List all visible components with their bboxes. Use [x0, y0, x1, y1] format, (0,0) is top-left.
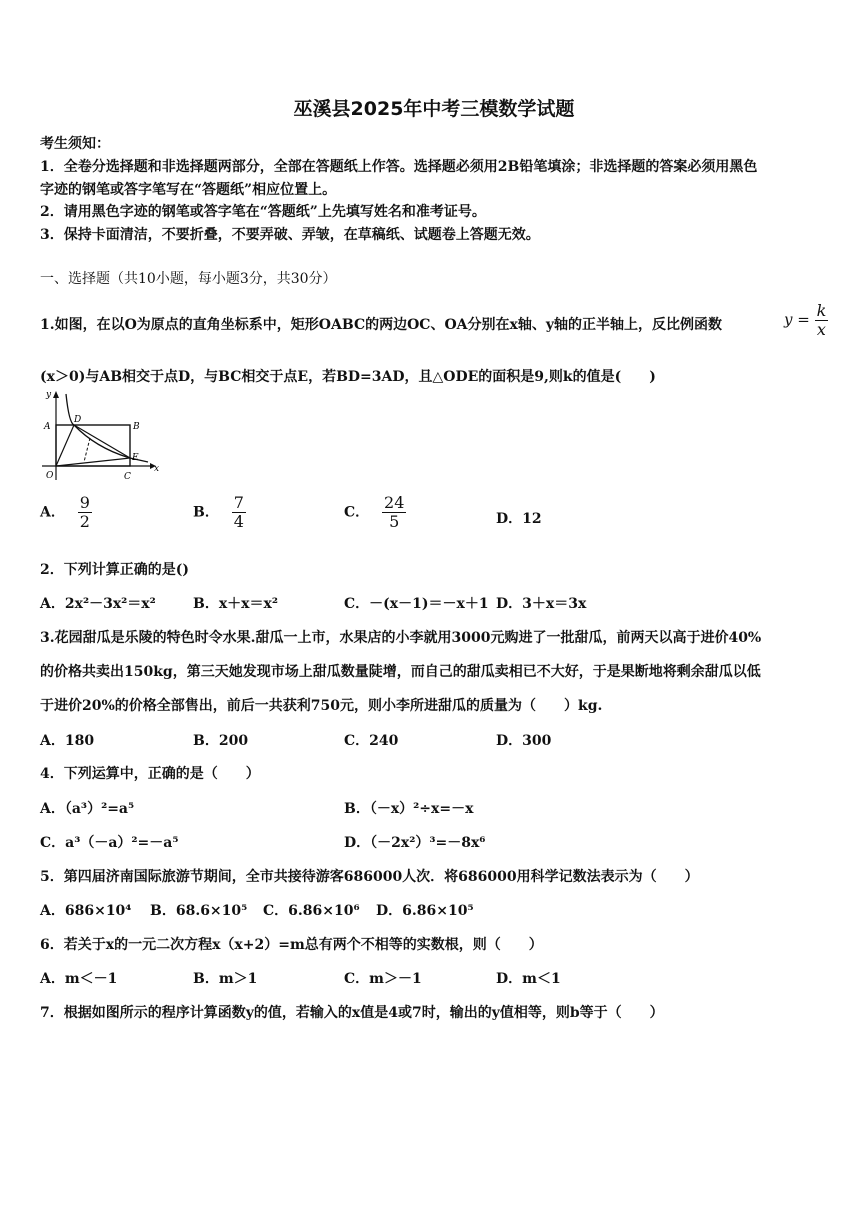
q1-option-c-fraction: [382, 494, 406, 531]
label-e: E: [132, 453, 139, 463]
q6-option-d: D．m＜1: [496, 971, 561, 987]
q1-func-den: x: [816, 320, 826, 339]
label-a: A: [44, 422, 51, 432]
q2-option-c: C．－(x－1)＝－x＋1: [344, 596, 489, 612]
q1-coordinate-graph: [38, 388, 162, 484]
q1-option-d-text: 12: [522, 511, 542, 527]
q2-option-a: A．2x²－3x²＝x²: [40, 596, 156, 612]
dashed-line: [84, 438, 90, 462]
label-y: y: [46, 390, 52, 400]
q7-stem: 7．根据如图所示的程序计算函数y的值，若输入的x值是4或7时，输出的y值相等，则b等于（ ）: [40, 1005, 664, 1021]
q1-option-b-den: 4: [233, 512, 244, 531]
q2-option-b: B．x＋x＝x²: [193, 596, 279, 612]
q1-stem-line2: (x＞0)与AB相交于点D，与BC相交于点E，若BD=3AD，且△ODE的面积是9,则k的值是( ): [40, 369, 656, 385]
q1-func-y: y =: [784, 310, 810, 329]
q1-option-b-fraction: [232, 494, 246, 531]
label-x: x: [154, 464, 160, 474]
q5-option-b: B．68.6×10⁵: [150, 903, 248, 919]
q1-option-a-den: 2: [79, 512, 90, 531]
q3-option-b: B．200: [193, 733, 249, 749]
q1-option-b-label: B．: [193, 504, 219, 521]
segment-de: [74, 425, 130, 458]
q4-option-a: A．（a³）²=a⁵: [40, 801, 135, 817]
q1-option-a: [40, 494, 92, 531]
q1-func-fraction: [815, 302, 829, 339]
page-title: 巫溪县2025年中考三模数学试题: [293, 98, 575, 120]
q4-option-b: B．（－x）²÷x=－x: [344, 801, 474, 817]
notice-item-1-cont: 字迹的钢笔或答字笔写在“答题纸”相应位置上。: [40, 182, 337, 198]
rectangle-oabc: [56, 425, 130, 466]
q5-option-d: D．6.86×10⁵: [376, 903, 474, 919]
q6-stem: 6．若关于x的一元二次方程x（x+2）=m总有两个不相等的实数根，则（ ）: [40, 937, 543, 953]
q1-func-num: k: [816, 301, 827, 320]
q3-stem-line3: 于进价20%的价格全部售出，前后一共获利750元，则小李所进甜瓜的质量为（ ）kg.: [40, 698, 603, 714]
segment-od: [56, 425, 74, 466]
q1-option-d-label: D．: [496, 511, 523, 527]
q4-option-c: C．a³（－a）²=－a⁵: [40, 835, 179, 851]
q1-option-b-num: 7: [233, 493, 244, 512]
q1-option-a-fraction: [78, 494, 92, 531]
q3-option-d: D．300: [496, 733, 552, 749]
label-b: B: [133, 422, 140, 432]
q1-function: [784, 302, 828, 339]
notice-heading: 考生须知：: [40, 136, 110, 152]
label-o: O: [46, 471, 54, 481]
q3-stem-line2: 的价格共卖出150kg，第三天她发现市场上甜瓜数量陡增，而自己的甜瓜卖相已不大好，于是果断地将剩余甜瓜以低: [40, 664, 761, 680]
q4-option-d: D．（－2x²）³=－8x⁶: [344, 835, 486, 851]
notice-item-2: 2．请用黑色字迹的钢笔或答字笔在“答题纸”上先填写姓名和准考证号。: [40, 204, 486, 220]
y-axis-arrow: [53, 391, 59, 398]
q2-stem: 2．下列计算正确的是(): [40, 562, 189, 578]
q6-option-c: C．m＞－1: [344, 971, 422, 987]
q6-option-b: B．m＞1: [193, 971, 258, 987]
q1-stem-line1: 1.如图，在以O为原点的直角坐标系中，矩形OABC的两边OC、OA分别在x轴、y轴的正半轴上，反比例函数: [40, 317, 722, 333]
label-d: D: [74, 415, 82, 425]
segment-oe: [56, 458, 130, 466]
q1-option-c-label: C．: [344, 504, 370, 521]
q6-option-a: A．m＜－1: [40, 971, 118, 987]
label-c: C: [124, 472, 131, 482]
q1-option-d: [496, 508, 542, 528]
q1-option-a-label: A．: [40, 504, 65, 521]
q5-stem: 5．第四届济南国际旅游节期间，全市共接待游客686000人次．将686000用科学记数法表示为（ ）: [40, 869, 699, 885]
q1-option-b: [193, 494, 246, 531]
q4-stem: 4．下列运算中，正确的是（ ）: [40, 766, 260, 782]
q1-option-c-num: 24: [384, 493, 405, 512]
q5-option-a: A．686×10⁴: [40, 903, 132, 919]
q3-stem-line1: 3.花园甜瓜是乐陵的特色时令水果.甜瓜一上市，水果店的小李就用3000元购进了一批甜瓜，前两天以高于进价40%: [40, 630, 762, 646]
q2-option-d: D．3＋x＝3x: [496, 596, 587, 612]
q5-option-c: C．6.86×10⁶: [263, 903, 360, 919]
section-heading: 一、选择题（共10小题，每小题3分，共30分）: [40, 271, 337, 287]
q1-option-c-den: 5: [389, 512, 400, 531]
q1-option-c: [344, 494, 406, 531]
notice-item-1: 1．全卷分选择题和非选择题两部分，全部在答题纸上作答。选择题必须用2B铅笔填涂；非选择题的答案必须用黑色: [40, 159, 758, 175]
q3-option-a: A．180: [40, 733, 95, 749]
q1-option-a-num: 9: [79, 493, 90, 512]
q3-option-c: C．240: [344, 733, 399, 749]
notice-item-3: 3．保持卡面清洁，不要折叠，不要弄破、弄皱，在草稿纸、试题卷上答题无效。: [40, 227, 540, 243]
